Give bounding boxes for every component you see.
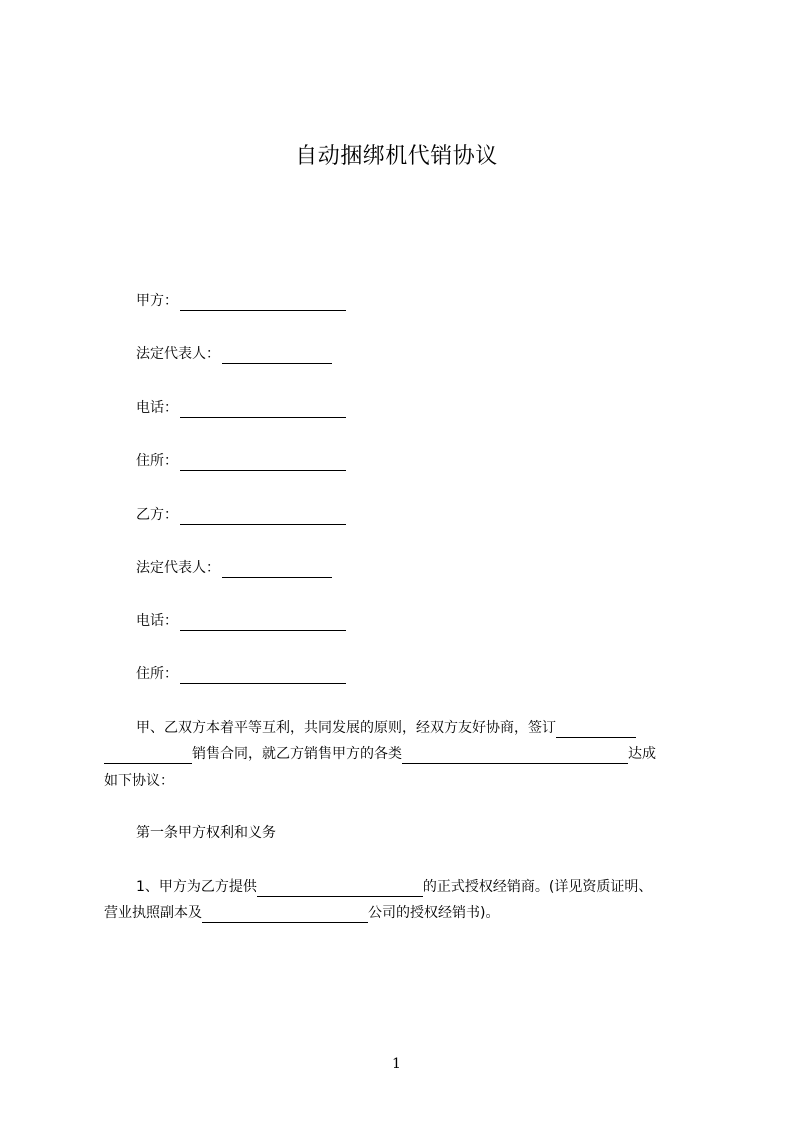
item-1-text-1: 1、甲方为乙方提供 [136,879,257,895]
section-1-item-1-line-1 [136,877,652,897]
item-1-product-blank [257,881,423,897]
party-a-phone-blank [180,402,346,418]
product-category-blank [402,748,628,764]
party-b-phone-blank [180,615,346,631]
party-b-address-field [136,664,346,684]
page-number: 1 [392,1056,401,1072]
party-b-representative-field [136,558,332,578]
party-a-address-field [136,451,346,471]
document-title: 自动捆绑机代销协议 [295,144,498,169]
party-a-phone-field [136,398,346,418]
party-b-representative-blank [222,562,332,578]
party-a-address-label: 住所： [136,453,178,469]
party-b-phone-label: 电话： [136,613,178,629]
item-1-company-blank [202,907,368,923]
intro-line-2 [104,744,656,764]
party-b-representative-label: 法定代表人： [136,560,220,576]
party-b-label: 乙方： [136,507,178,523]
intro-text-2: 销售合同，就乙方销售甲方的各类 [192,746,402,762]
section-1-item-1-line-2 [104,903,499,923]
intro-line-1 [136,718,636,738]
party-b-phone-field [136,611,346,631]
party-a-representative-blank [222,348,332,364]
party-a-address-blank [180,455,346,471]
item-1-text-3: 营业执照副本及 [104,905,202,921]
intro-text-1: 甲、乙双方本着平等互利，共同发展的原则，经双方友好协商，签订 [136,720,556,736]
party-a-representative-label: 法定代表人： [136,346,220,362]
party-b-address-label: 住所： [136,666,178,682]
intro-line-3 [104,771,174,791]
item-1-text-2: 的正式授权经销商。(详见资质证明、 [422,879,653,895]
party-a-field [136,291,346,311]
section-1-heading: 第一条甲方权利和义务 [136,825,276,841]
item-1-text-4: 公司的授权经销书)。 [368,905,500,921]
intro-text-4: 如下协议： [104,773,174,789]
party-b-field [136,505,346,525]
contract-name-blank [556,722,636,738]
intro-text-3: 达成 [628,746,656,762]
party-b-address-blank [180,668,346,684]
party-a-blank [180,295,346,311]
party-b-blank [180,509,346,525]
party-a-representative-field [136,344,332,364]
contract-name-blank-continued [104,748,192,764]
party-a-label: 甲方： [136,293,178,309]
party-a-phone-label: 电话： [136,400,178,416]
